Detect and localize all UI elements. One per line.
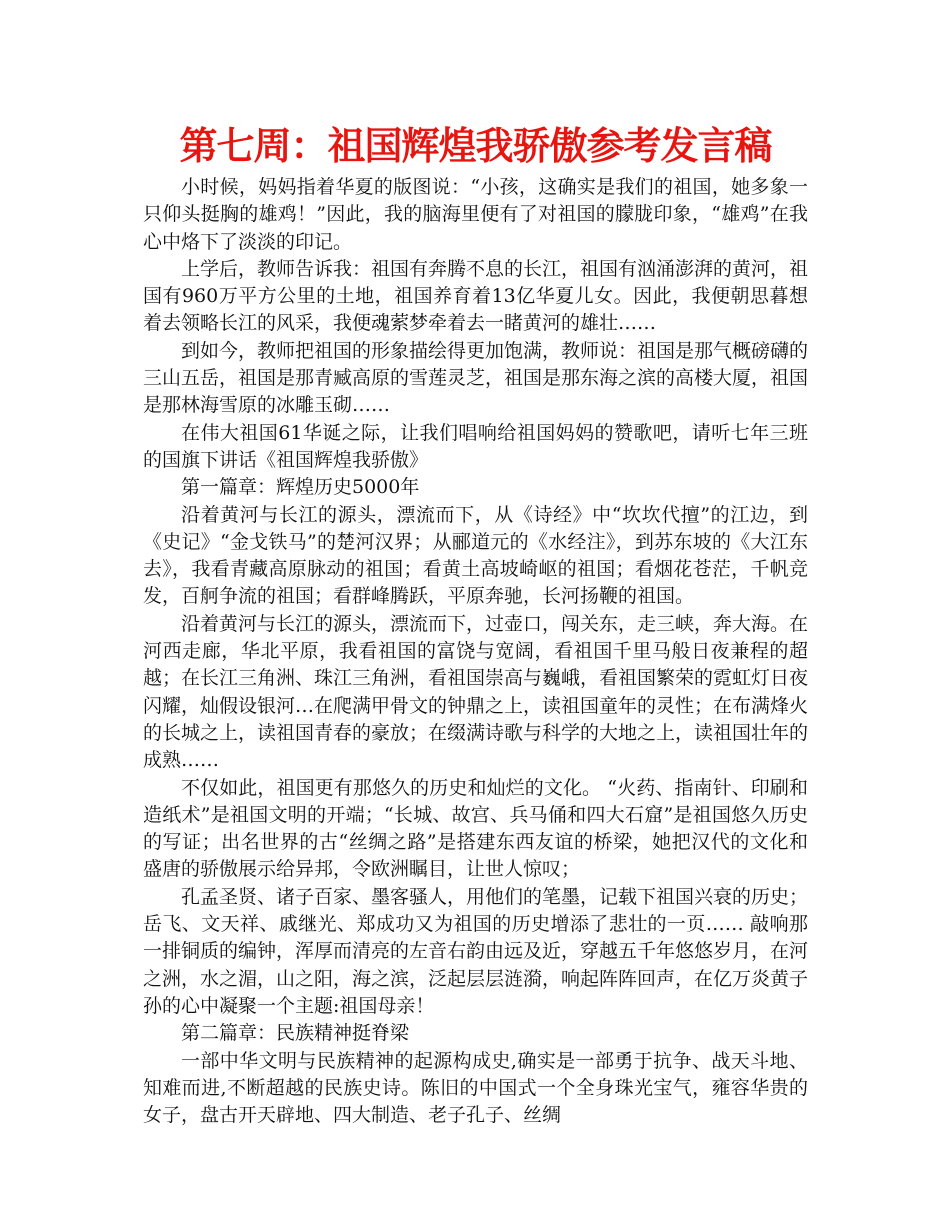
paragraph-anniversary: 在伟大祖国61华诞之际，让我们唱响给祖国妈妈的赞歌吧，请听七年三班的国旗下讲话《祖国辉煌我骄傲》 (143, 421, 808, 471)
paragraph-rivers-1: 沿着黄河与长江的源头，漂流而下，从《诗经》中“坎坎代擅”的江边，到《史记》“金戈铁马”的楚河汉界；从郦道元的《水经注》，到苏东坡的《大江东去》，我看青藏高原脉动的祖国；看黄土高坡崎岖的祖国；看烟花苍茫，千帆竞发，百舸争流的祖国；看群峰腾跃，平原奔驰，长河扬鞭的祖国。 (143, 503, 808, 608)
document-page (143, 118, 808, 1129)
paragraph-school: 上学后，教师告诉我：祖国有奔腾不息的长江，祖国有汹涌澎湃的黄河，祖国有960万平方公里的土地，祖国养育着13亿华夏儿女。因此，我便朝思暮想着去领略长江的风采，我便魂萦梦牵着去一睹黄河的雄壮…… (143, 257, 809, 335)
document-body (143, 174, 808, 1129)
paragraph-rivers-2: 沿着黄河与长江的源头，漂流而下，过壶口，闯关东，走三峡，奔大海。在河西走廊，华北平原，我看祖国的富饶与宽阔，看祖国千里马般日夜兼程的超越；在长江三角洲、珠江三角洲，看祖国崇高与巍峨，看祖国繁荣的霓虹灯日夜闪耀，灿假设银河…在爬满甲骨文的钟鼎之上，读祖国童年的灵性；在布满烽火的长城之上，读祖国青春的豪放；在缀满诗歌与科学的大地之上，读祖国壮年的成熟…… (143, 612, 809, 772)
paragraph-spirit: 一部中华文明与民族精神的起源构成史,确实是一部勇于抗争、战天斗地、知难而进,不断超越的民族史诗。陈旧的中国式一个全身珠光宝气，雍容华贵的女子，盘古开天辟地、四大制造、老子孔子、丝绸 (143, 1049, 808, 1127)
paragraph-childhood: 小时候，妈妈指着华夏的版图说：“小孩，这确实是我们的祖国，她多象一只仰头挺胸的雄鸡！”因此，我的脑海里便有了对祖国的朦胧印象，“雄鸡”在我心中烙下了淡淡的印记。 (143, 176, 808, 253)
paragraph-culture: 不仅如此，祖国更有那悠久的历史和灿烂的文化。 “火药、指南针、印刷和造纸术”是祖国文明的开端；“长城、故宫、兵马俑和四大石窟”是祖国悠久历史的写证；出名世界的古“丝绸之路”是搭建东西友谊的桥梁，她把汉代的文化和盛唐的骄傲展示给异邦，令欧洲瞩目，让世人惊叹； (143, 776, 808, 881)
paragraph-history: 孔孟圣贤、诸子百家、墨客骚人，用他们的笔墨，记载下祖国兴衰的历史；岳飞、文天祥、戚继光、郑成功又为祖国的历史增添了悲壮的一页…… 敲响那一排铜质的编钟，浑厚而清亮的左音右韵由远及近，穿越五千年悠悠岁月，在河之洲，水之湄，山之阳，海之滨，泛起层层涟漪，响起阵阵回声，在亿万炎黄子孙的心中凝聚一个主题:祖国母亲！ (143, 885, 809, 1017)
paragraph-now: 到如今，教师把祖国的形象描绘得更加饱满，教师说：祖国是那气概磅礴的三山五岳，祖国是那青臧高原的雪莲灵芝，祖国是那东海之滨的高楼大厦，祖国是那林海雪原的冰雕玉砌…… (143, 339, 809, 417)
section-heading-2: 第二篇章：民族精神挺脊梁 (181, 1022, 410, 1045)
document-title: 第七周：祖国辉煌我骄傲参考发言稿 (179, 124, 772, 168)
section-heading-1: 第一篇章：辉煌历史5000年 (181, 476, 420, 499)
